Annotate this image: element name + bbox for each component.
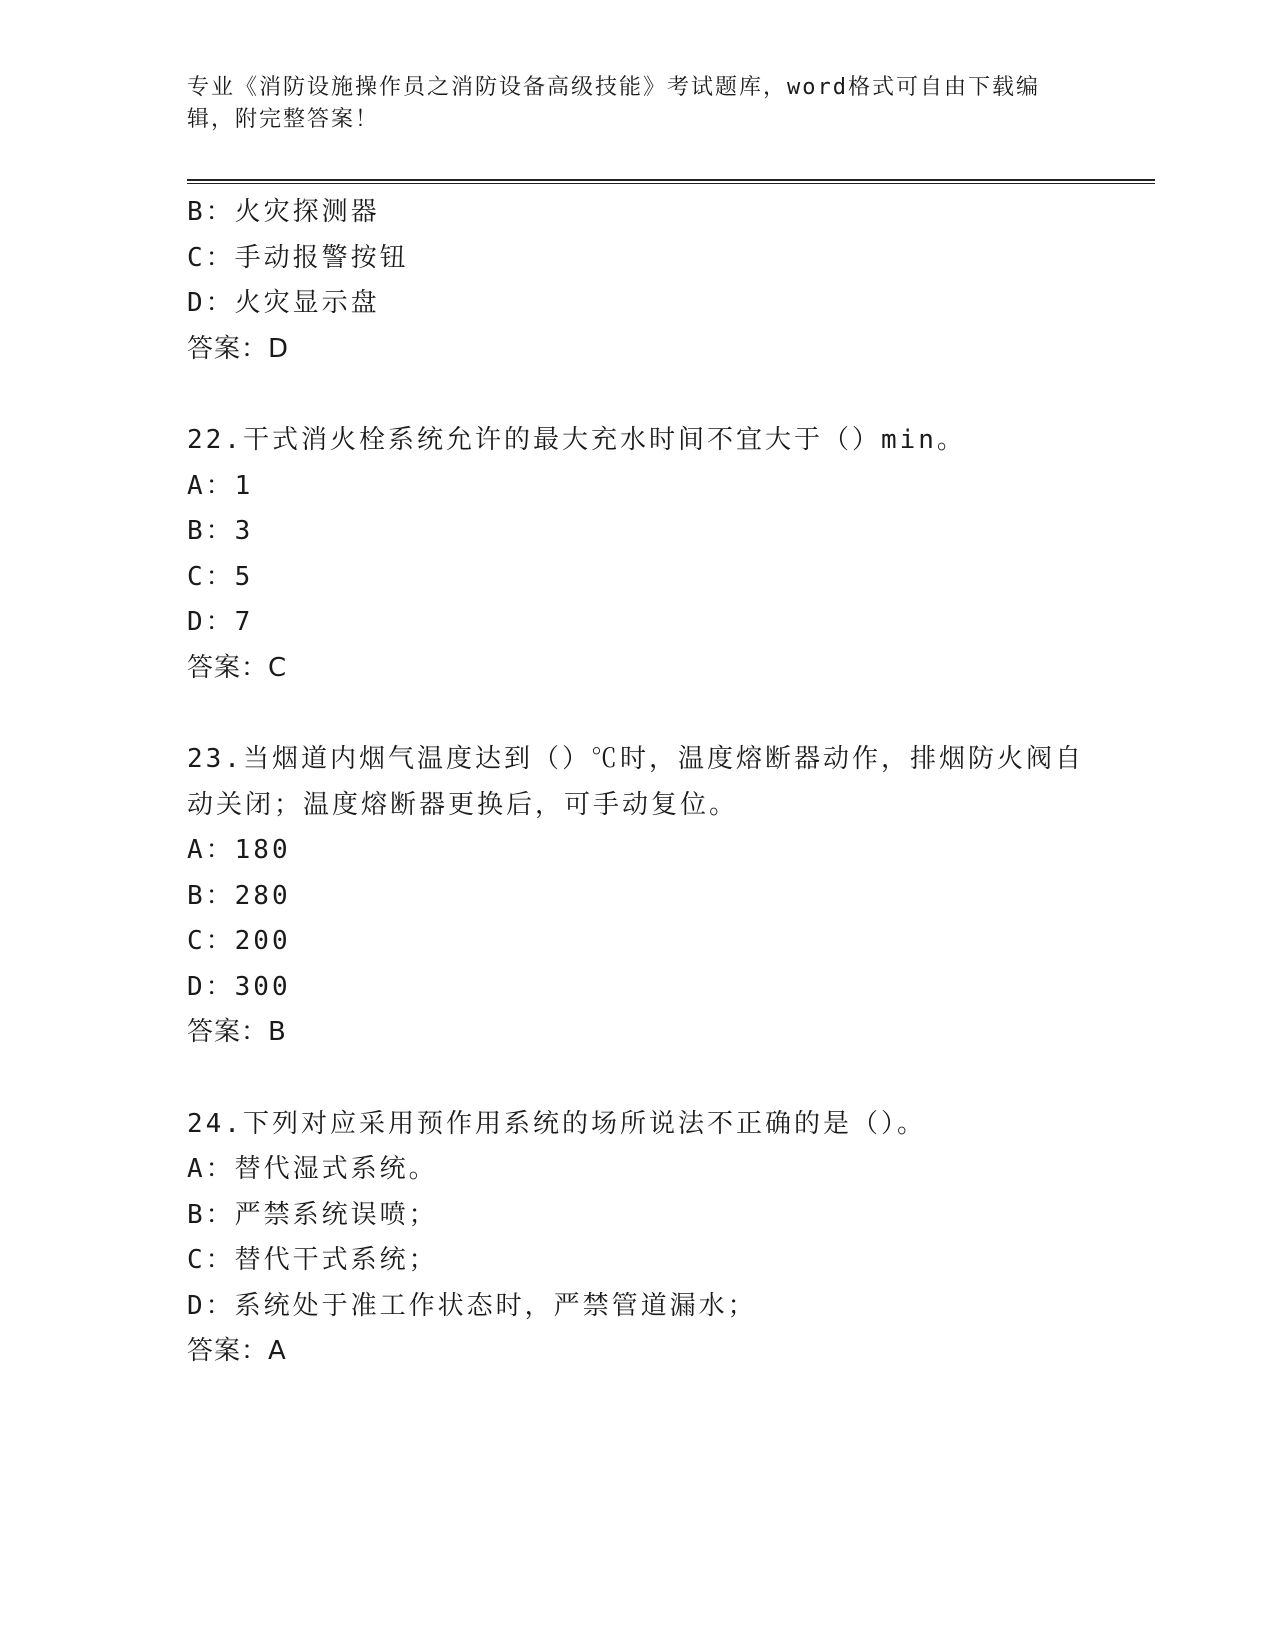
option-d: D：300 <box>187 971 291 1002</box>
option-b: B：280 <box>187 880 291 911</box>
question-list <box>187 190 1147 1375</box>
question-text: 22.干式消火栓系统允许的最大充水时间不宜大于（）min。 <box>187 425 966 455</box>
option-c: C：手动报警按钮 <box>187 242 409 273</box>
option-a: A：180 <box>187 835 291 865</box>
answer-line: 答案：B <box>187 1017 287 1047</box>
option-c: C：替代干式系统； <box>187 1245 438 1275</box>
option-b: B：火灾探测器 <box>187 197 380 227</box>
answer-line: 答案：C <box>187 652 288 683</box>
option-c: C：200 <box>187 926 291 956</box>
option-a: A：替代湿式系统。 <box>187 1154 438 1184</box>
question-22 <box>187 418 1147 691</box>
question-24 <box>187 1102 1147 1375</box>
option-b: B：严禁系统误喷； <box>187 1199 438 1230</box>
answer-line: 答案：D <box>187 333 290 364</box>
question-23 <box>187 737 1147 1056</box>
option-a: A：1 <box>187 470 254 501</box>
answer-line: 答案：A <box>187 1336 287 1366</box>
prev-question-block <box>187 190 1147 372</box>
question-text: 23.当烟道内烟气温度达到（）℃时，温度熔断器动作，排烟防火阀自动关闭；温度熔断器更换后，可手动复位。 <box>187 744 1084 820</box>
option-d: D：7 <box>187 607 254 637</box>
option-d: D：火灾显示盘 <box>187 288 380 318</box>
question-text: 24.下列对应采用预作用系统的场所说法不正确的是（）。 <box>187 1108 926 1139</box>
header-divider <box>187 179 1155 184</box>
option-d: D：系统处于准工作状态时，严禁管道漏水； <box>187 1290 757 1321</box>
option-c: C：5 <box>187 561 254 592</box>
option-b: B：3 <box>187 516 254 546</box>
document-header: 专业《消防设施操作员之消防设备高级技能》考试题库，word格式可自由下载编辑，附完整答案！ <box>187 75 1040 132</box>
